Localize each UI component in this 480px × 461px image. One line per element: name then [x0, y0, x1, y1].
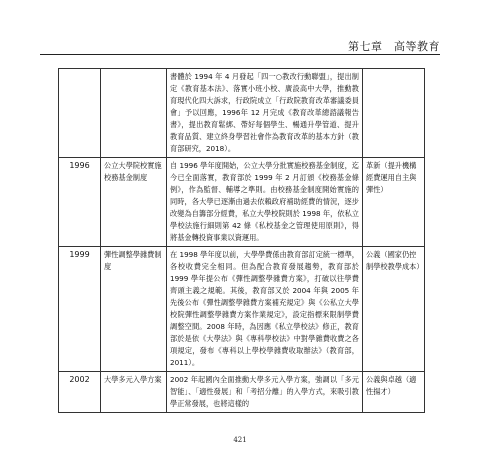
year-cell: 2002	[59, 372, 101, 413]
policy-table	[58, 68, 425, 413]
table-row	[59, 372, 425, 413]
table-row	[59, 158, 425, 247]
page-number: 421	[233, 436, 247, 444]
header-rule	[40, 54, 440, 55]
year-cell: 1996	[59, 158, 101, 247]
content-cell: 自 1996 學年度開始，公立大學分批實施校務基金制度，迄今已全面落實，教育部於 1999 年 2 月訂頒《校務基金條例》，作為監督、輔導之準則。由校務基金制度開始實施的同時，各大學已逐漸由過去依賴政府補助經費的情況，逐步改變為自籌部分經費，私立大學校院則於 1998 年，依私立學校法施行細則第 42 條《私校基金之管理使用原則》，得將基金轉投資事業以資運用。	[167, 158, 363, 247]
remark-cell: 公義（國家仍控制學校教學成本）	[363, 247, 425, 372]
chapter-header: 第七章 高等教育	[348, 40, 440, 53]
remark-cell: 公義與卓越（適性揚才）	[363, 372, 425, 413]
policy-cell: 彈性調整學雜費制度	[101, 247, 167, 372]
table-row	[59, 247, 425, 372]
content-cell: 書體於 1994 年 4 月發起「四一○教改行動聯盟」，提出制定《教育基本法》、落實小班小校、廣設高中大學，推動教育現代化四大訴求，行政院成立「行政院教育改革審議委員會」予以回應，1996年 12 月完成《教育改革總諮議報告書》，提出教育鬆綁、帶好每個學生、暢通升學管道、提升教育品質、建立終身學習社會作為教育改革的基本方針（教育部研究，2018）。	[167, 69, 363, 158]
policy-cell: 公立大學院校實施校務基金制度	[101, 158, 167, 247]
policy-cell	[101, 69, 167, 158]
year-cell	[59, 69, 101, 158]
content-cell: 在 1998 學年度以前，大學學費係由教育部訂定統一標準，各校收費完全相同。但為配合教育發展趨勢，教育部於 1999 學年提公布《彈性調整學雜費方案》，打破以往學費齊頭主義之規範。其後，教育部又於 2004 年與 2005 年先後公布《彈性調整學雜費方案補充規定》與《公私立大學校院彈性調整學雜費方案作業規定》，設定指標來限制學費調整空間。2008 年時，為因應《私立學校法》修正，教育部於是依《大學法》與《專科學校法》中對學雜費收費之各項規定，發布《專科以上學校學雜費收取辦法》（教育部，2011）。	[167, 247, 363, 372]
policy-cell: 大學多元入學方案	[101, 372, 167, 413]
year-cell: 1999	[59, 247, 101, 372]
table-row	[59, 69, 425, 158]
remark-cell: 革新（提升機構經費運用自主與彈性）	[363, 158, 425, 247]
content-cell: 2002 年起國內全面推動大學多元入學方案，強調以「多元智能」、「適性發展」和「考招分離」的入學方式，來吸引教學正常發展，也將這樣的	[167, 372, 363, 413]
remark-cell	[363, 69, 425, 158]
